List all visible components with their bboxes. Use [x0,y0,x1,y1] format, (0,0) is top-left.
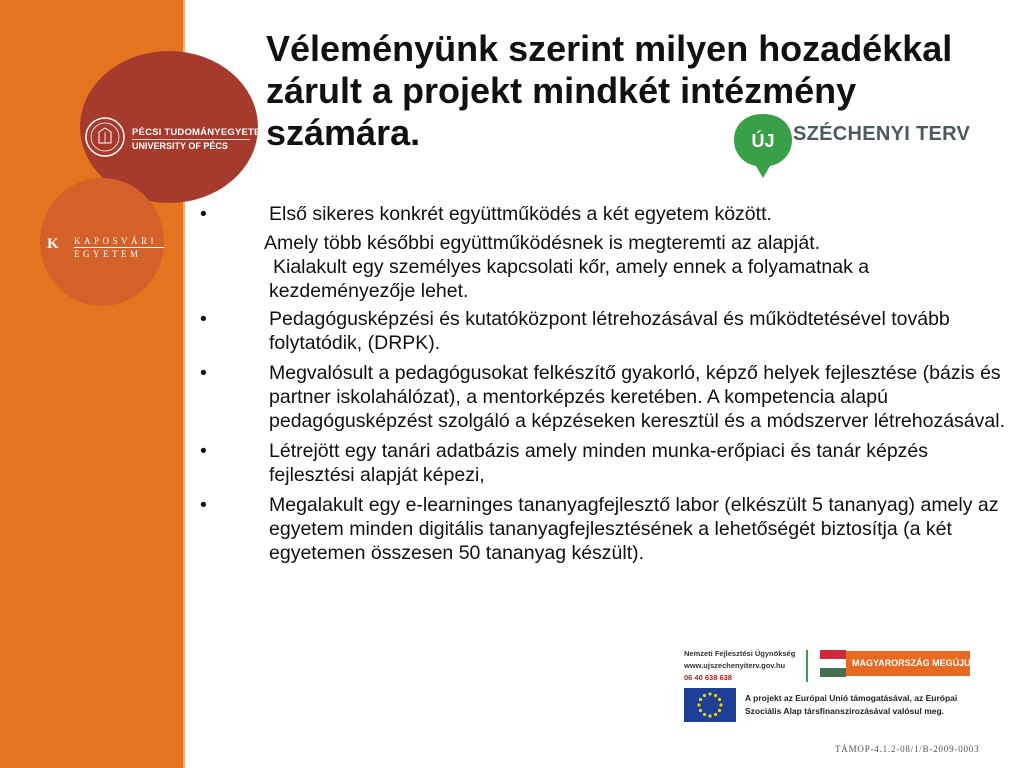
nfu-agency-name: Nemzeti Fejlesztési Ügynökség [684,649,796,658]
bullet-dot: • [200,308,207,330]
pte-seal-icon [84,116,126,158]
project-code: TÁMOP-4.1.2-08/1/B-2009-0003 [835,744,980,754]
ke-logo-mark: K [47,236,59,252]
pte-logo-rule [132,139,250,140]
bullet-dot: • [200,362,207,384]
nfu-phone: 06 40 638 638 [684,673,732,682]
ke-logo-line1: KAPOSVÁRI [74,236,158,246]
slide-title: Véleményünk szerint milyen hozadékkal zárult a projekt mindkét intézmény számára. [266,28,953,153]
bullet-dot: • [200,440,207,462]
bullet-item-4 [196,439,1016,487]
slide-content [196,202,1016,571]
bullet-dot: • [200,494,207,516]
bullet-item-3 [196,361,1016,433]
szechenyi-terv-name: SZÉCHENYI TERV [793,123,971,145]
bullet-text: Első sikeres konkrét együttműködés a két egyetem között. [269,203,772,225]
hungarian-flag-icon [820,650,846,677]
bullet-text: Létrejött egy tanári adatbázis amely minden munka-erőpiaci és tanár képzés fejlesztési alapját képezi, [269,440,929,486]
pte-logo-subtitle: UNIVERSITY OF PÉCS [132,141,228,151]
bullet-item-2 [196,307,1016,355]
eu-funding-note: A projekt az Európai Unió támogatásával, az Európai Szociális Alap társfinanszírozásával valósul meg. [745,693,958,716]
ke-logo-rule [74,247,164,248]
nfu-website: www.ujszechenyiterv.gov.hu [684,661,786,670]
pte-logo-name: PÉCSI TUDOMÁNYEGYETEM [132,127,269,138]
magyarorszag-megujul-badge: MAGYARORSZÁG MEGÚJUL [846,651,970,676]
bullet-item-5 [196,493,1016,565]
bullet-dot: • [200,203,207,225]
bullet-text: Megvalósult a pedagógusokat felkészítő gyakorló, képző helyek fejlesztése (bázis és partner iskolahálózat), a mentorképzés keretében. A kompetencia alapú pedagógusképzést szolgáló a képzéseken keresztül és a módszerver létrehozásával. [269,362,1006,432]
footer-divider [806,650,808,682]
ke-logo-line2: EGYETEM [74,249,142,259]
szechenyi-badge-text: ÚJ [751,131,775,151]
eu-flag-icon [684,688,736,722]
bullet-1-continuation-1: Amely több későbbi együttműködésnek is megteremti az alapját. [264,232,821,254]
bullet-text: Megalakult egy e-learninges tananyagfejlesztő labor (elkészült 5 tananyag) amely az egyetem minden digitális tananyagfejlesztésének a lehetőségét biztosítja (a két egyetemen összesen 50 tananyag készült). [269,494,999,564]
bullet-1-continuation-2: Kialakult egy személyes kapcsolati kőr, amely ennek a folyamatnak a kezdeményezője lehet. [269,256,870,302]
bullet-text: Pedagógusképzési és kutatóközpont létrehozásával és működtetésével tovább folytatódik, (DRPK). [269,308,950,354]
bullet-item-1 [196,202,1016,226]
nfu-info [684,648,795,684]
